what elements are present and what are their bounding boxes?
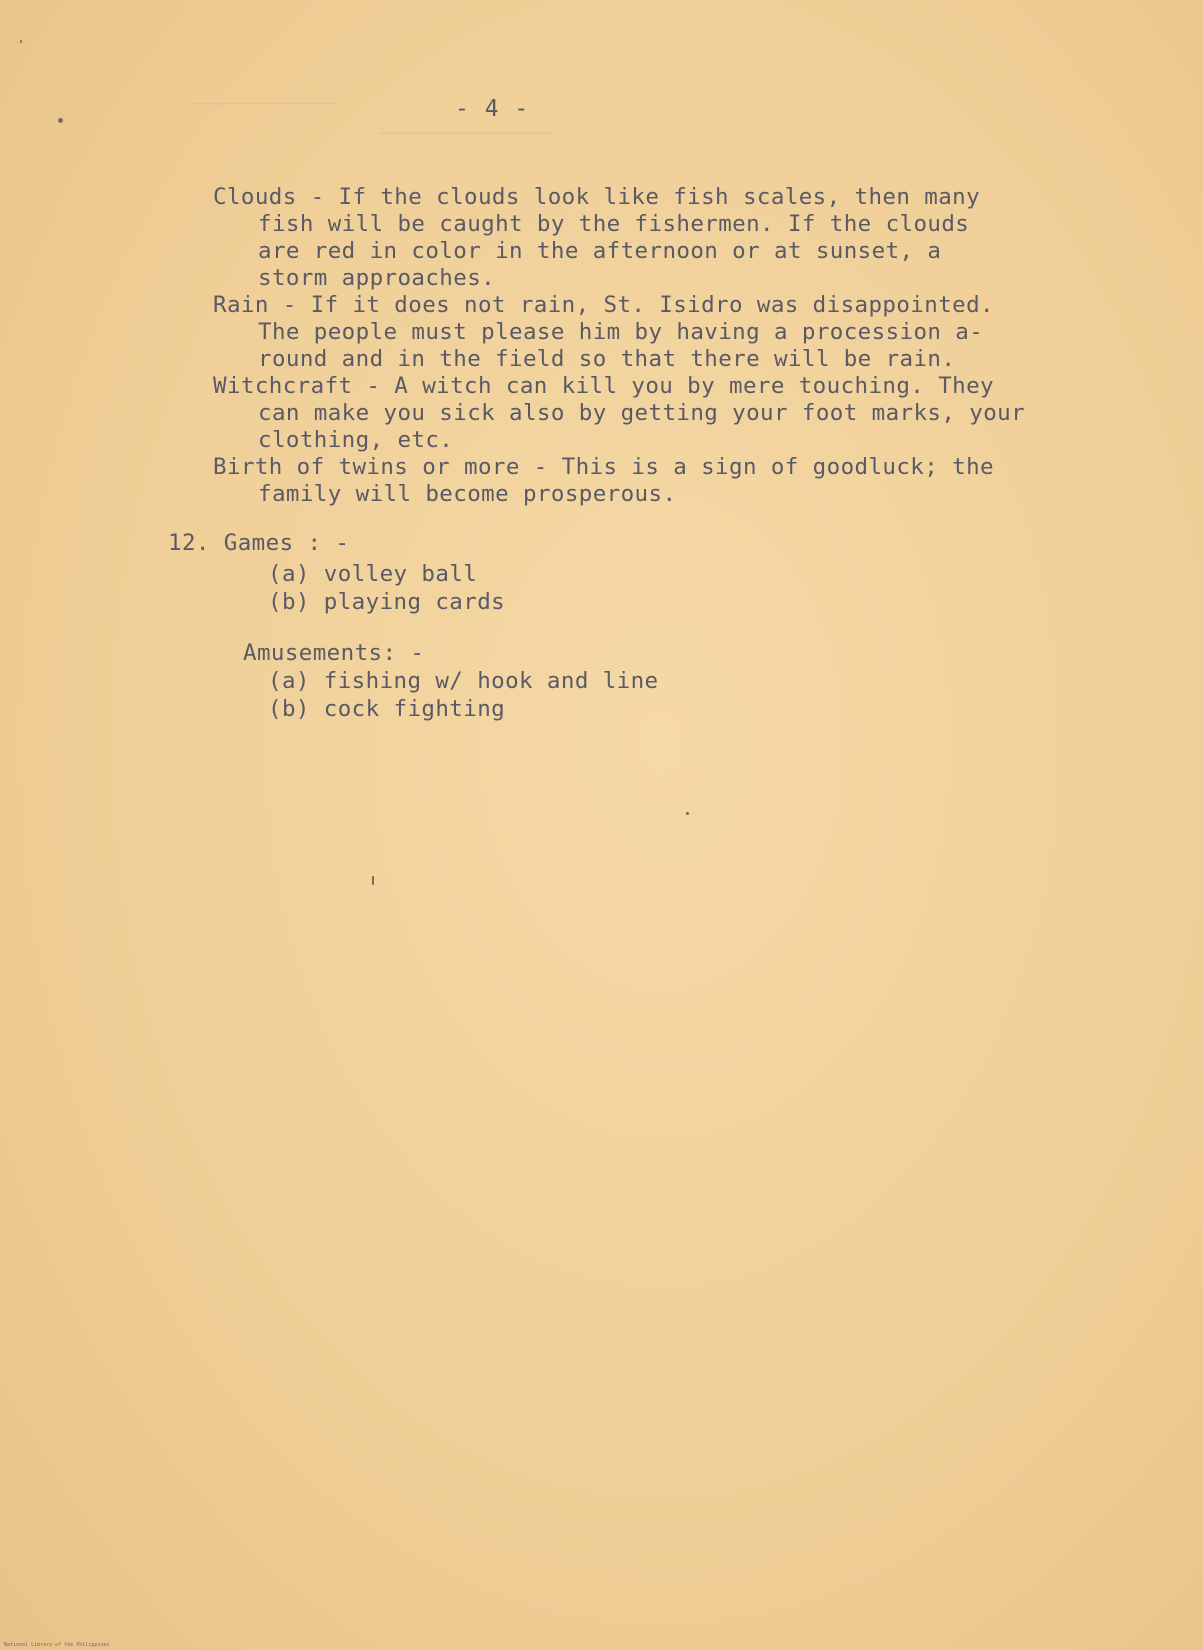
- belief-twins-line-1: Birth of twins or more - This is a sign of goodluck; the: [213, 454, 994, 480]
- games-item: (b) playing cards: [268, 589, 506, 615]
- belief-clouds-line-1: Clouds - If the clouds look like fish scales, then many: [213, 184, 981, 210]
- games-heading: 12. Games : -: [168, 530, 350, 556]
- bleed-through-texture: ─────────────: [380, 122, 553, 147]
- amusements-item: (b) cock fighting: [268, 696, 506, 722]
- amusements-heading: Amusements: -: [243, 640, 425, 666]
- belief-witchcraft-line-3: clothing, etc.: [258, 427, 454, 453]
- page-number: - 4 -: [455, 96, 530, 122]
- belief-witchcraft-line-1: Witchcraft - A witch can kill you by mere touching. They: [213, 373, 994, 399]
- belief-clouds-line-2: fish will be caught by the fishermen. If the clouds: [258, 211, 970, 237]
- belief-clouds-line-3: are red in color in the afternoon or at sunset, a: [258, 238, 942, 264]
- games-item: (a) volley ball: [268, 561, 478, 587]
- belief-twins-line-2: family will become prosperous.: [258, 481, 677, 507]
- bleed-through-texture: ───────────: [190, 92, 336, 117]
- ink-speck: [372, 876, 374, 885]
- ink-speck: [58, 118, 63, 123]
- belief-clouds-line-4: storm approaches.: [258, 265, 496, 291]
- belief-witchcraft-line-2: can make you sick also by getting your foot marks, your: [258, 400, 1026, 426]
- amusements-item: (a) fishing w/ hook and line: [268, 668, 659, 694]
- belief-rain-line-2: The people must please him by having a procession a-: [258, 319, 984, 345]
- belief-rain-line-1: Rain - If it does not rain, St. Isidro was disappointed.: [213, 292, 994, 318]
- belief-rain-line-3: round and in the field so that there will be rain.: [258, 346, 956, 372]
- footer-attribution: National Library of the Philippines: [4, 1642, 110, 1648]
- ink-speck: [20, 40, 22, 43]
- ink-speck: [686, 812, 689, 815]
